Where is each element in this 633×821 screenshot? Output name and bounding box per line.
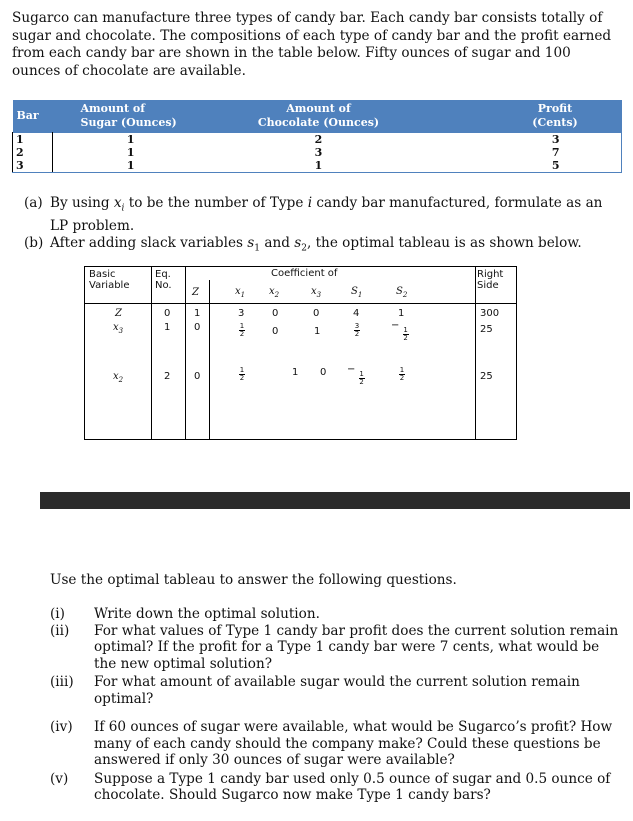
header-profit: Profit (Cents) xyxy=(403,100,622,133)
part-b xyxy=(24,235,614,258)
dark-divider-bar xyxy=(40,492,630,509)
row2-s2: $\frac{1}{2}$ xyxy=(399,366,405,382)
part-a xyxy=(24,195,614,235)
row1-s2: − $\frac{1}{2}$ xyxy=(391,320,408,342)
row0-x1: 3 xyxy=(238,308,245,319)
cell-profit: 7 xyxy=(403,146,622,159)
cell-chocolate: 2 xyxy=(235,133,403,147)
cell-bar: 2 xyxy=(13,146,53,159)
row1-z: 0 xyxy=(194,322,201,333)
row0-eq: 0 xyxy=(164,308,171,319)
header-sugar: Amount of Sugar (Ounces) xyxy=(53,100,235,133)
cell-bar: 3 xyxy=(13,159,53,173)
list-item: (iv) If 60 ounces of sugar were available, what would be Sugarco’s profit? How many of each candy should the company make? Could these questions be answered if only 30 ounces of sugar were available? xyxy=(50,719,613,768)
header-bar: Bar xyxy=(13,100,53,133)
col-header-s1: $S_1$ xyxy=(351,286,363,299)
row0-basic: Z xyxy=(115,308,122,319)
row2-basic: $x_2$ xyxy=(113,371,124,384)
header-eq: Eq. No. xyxy=(155,269,172,291)
row1-basic: $x_3$ xyxy=(113,322,124,335)
cell-chocolate: 3 xyxy=(314,146,323,159)
row1-rhs: 25 xyxy=(480,324,493,335)
table-row xyxy=(13,133,622,147)
cell-sugar: 1 xyxy=(126,146,135,159)
row0-rhs: 300 xyxy=(480,308,500,319)
row2-x1: $\frac{1}{2}$ xyxy=(239,366,245,382)
row0-s1: 4 xyxy=(353,308,360,319)
row2-rhs: 25 xyxy=(480,371,493,382)
row2-s1: − $\frac{1}{2}$ xyxy=(347,364,364,386)
table-row xyxy=(13,159,622,173)
cell-chocolate: 1 xyxy=(235,159,403,173)
part-b-text: After adding slack variables $s_1$ and $s_2$, the optimal tableau is as shown below. xyxy=(50,234,582,254)
header-rhs: Right Side xyxy=(477,269,504,291)
col-header-x1: $x_1$ xyxy=(235,286,246,299)
table-row xyxy=(13,146,622,159)
list-item: (iii) For what amount of available sugar would the current solution remain optimal? xyxy=(50,674,580,707)
optimal-tableau xyxy=(84,266,517,440)
header-basic: Basic Variable xyxy=(89,269,130,291)
part-b-label: (b) xyxy=(24,234,44,251)
list-item: (ii) For what values of Type 1 candy bar profit does the current solution remain optimal? If the profit for a Type 1 candy bar were 7 cents, what would be the new optimal solution? xyxy=(50,622,619,672)
row1-x2: 0 xyxy=(272,326,279,337)
part-a-text: By using $x_i$ to be the number of Type i candy bar manufactured, formulate as an LP problem. xyxy=(50,195,603,234)
col-header-s2: $S_2$ xyxy=(396,286,408,299)
cell-profit: 3 xyxy=(403,133,622,147)
cell-sugar: 1 xyxy=(53,159,235,173)
list-item: (v) Suppose a Type 1 candy bar used only 0.5 ounce of sugar and 0.5 ounce of chocolate. Should Sugarco now make Type 1 candy bars? xyxy=(50,770,611,803)
question-list xyxy=(50,606,620,804)
row2-x3: 0 xyxy=(320,367,327,378)
candy-table-header-row xyxy=(13,100,622,133)
cell-sugar: 1 xyxy=(53,133,235,147)
col-header-x3: $x_3$ xyxy=(311,286,322,299)
row0-x3: 0 xyxy=(313,308,320,319)
row1-x1: $\frac{1}{2}$ xyxy=(239,322,245,338)
row0-z: 1 xyxy=(194,308,201,319)
row1-x3: 1 xyxy=(314,326,321,337)
row2-z: 0 xyxy=(194,371,201,382)
col-header-x2: $x_2$ xyxy=(269,286,280,299)
intro-paragraph: Sugarco can manufacture three types of candy bar. Each candy bar consists totally of sugar and chocolate. The compositions of each type of candy bar and the profit earned from each candy bar are shown in the table below. Fifty ounces of sugar and 100 ounces of chocolate are available. xyxy=(12,10,612,79)
row1-s1: $\frac{3}{2}$ xyxy=(354,322,360,338)
cell-profit: 5 xyxy=(403,159,622,173)
row2-eq: 2 xyxy=(164,371,171,382)
instructions-text: Use the optimal tableau to answer the following questions. xyxy=(50,572,457,588)
row1-eq: 1 xyxy=(164,322,171,333)
parts-a-b xyxy=(24,195,614,257)
candy-composition-table xyxy=(12,100,622,173)
row0-s2: 1 xyxy=(398,308,405,319)
row0-x2: 0 xyxy=(272,308,279,319)
header-coefficient: Coefficient of xyxy=(271,268,338,279)
col-header-z: Z xyxy=(192,287,199,298)
list-item: (i) Write down the optimal solution. xyxy=(50,606,320,622)
cell-bar: 1 xyxy=(13,133,53,147)
row2-x2: 1 xyxy=(292,367,299,378)
part-a-label: (a) xyxy=(24,195,43,211)
header-chocolate: Amount of Chocolate (Ounces) xyxy=(235,100,403,133)
